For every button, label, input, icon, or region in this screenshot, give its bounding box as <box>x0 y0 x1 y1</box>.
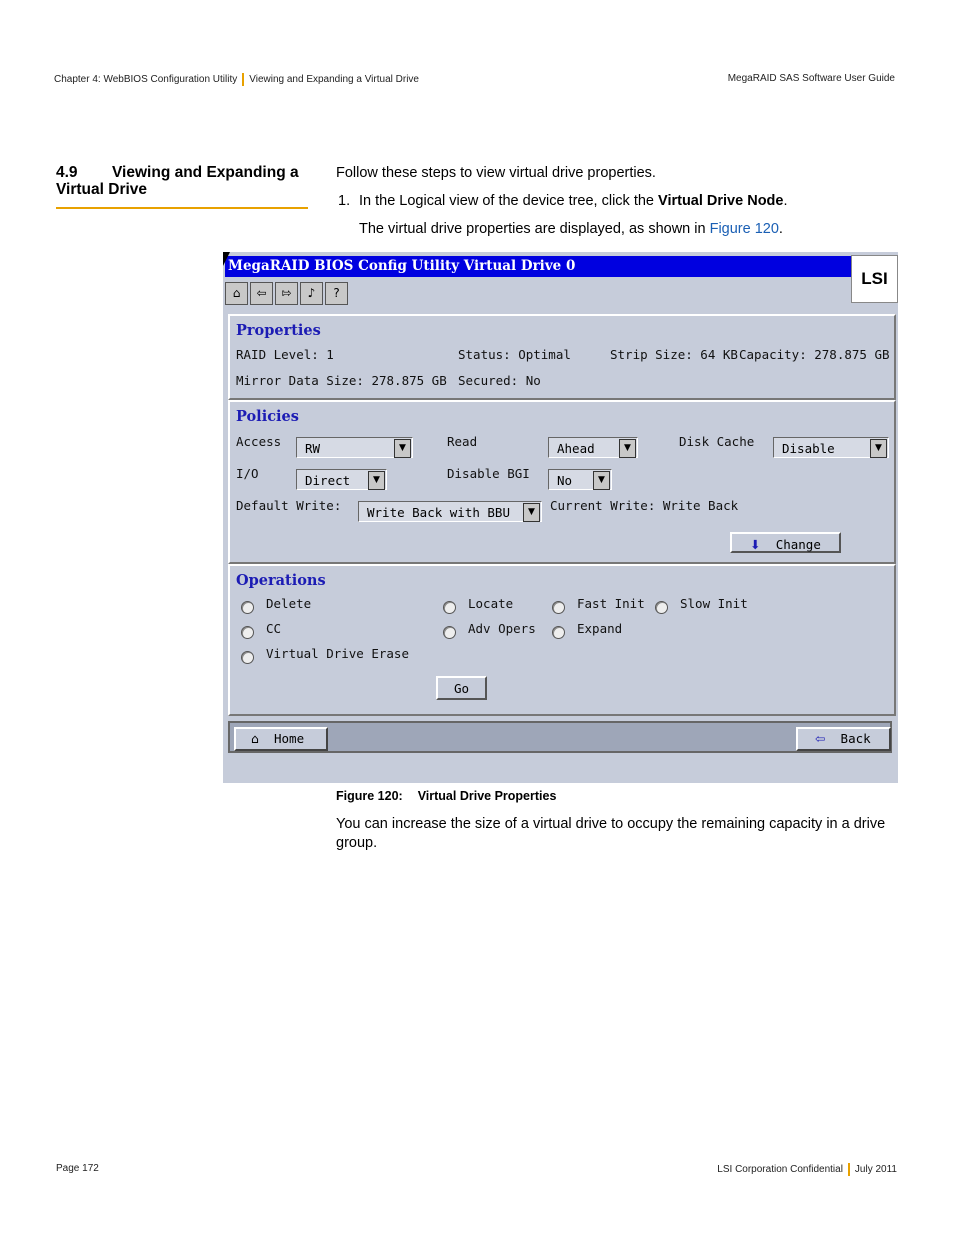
option-expand-label: Expand <box>577 621 623 636</box>
chevron-down-icon: ▼ <box>523 503 540 522</box>
header-separator <box>242 73 244 86</box>
step-number: 1. <box>338 193 351 209</box>
home-icon: ⌂ <box>251 731 259 746</box>
option-delete-label: Delete <box>266 596 312 611</box>
option-virtual-drive-erase-label: Virtual Drive Erase <box>266 646 409 661</box>
speaker-icon[interactable]: ♪ <box>300 282 323 305</box>
step-subtext: The virtual drive properties are displayed, as shown in Figure 120. <box>359 221 783 237</box>
back-arrow-icon[interactable]: ⇦ <box>250 282 273 305</box>
operations-title: Operations <box>236 572 326 589</box>
secured: Secured: No <box>458 373 541 388</box>
radio-fast-init[interactable] <box>552 601 565 614</box>
figure-link[interactable]: Figure 120 <box>709 221 779 237</box>
footer-right: LSI Corporation Confidential July 2011 <box>717 1164 897 1176</box>
radio-adv-opers[interactable] <box>443 626 456 639</box>
default-write-label: Default Write: <box>236 498 342 513</box>
toolbar <box>223 280 843 307</box>
webbios-screenshot <box>223 252 898 783</box>
chevron-down-icon: ▼ <box>619 439 636 458</box>
read-dropdown[interactable]: Ahead ▼ <box>548 437 638 458</box>
raid-level: RAID Level: 1 <box>236 347 334 362</box>
access-dropdown[interactable]: RW ▼ <box>296 437 413 458</box>
closing-paragraph: You can increase the size of a virtual drive to occupy the remaining capacity in a drive group. <box>336 816 886 851</box>
down-arrow-icon: ⬇ <box>750 537 761 552</box>
section-rule <box>56 207 308 209</box>
option-locate-label: Locate <box>468 596 514 611</box>
page-number: Page 172 <box>56 1163 99 1174</box>
access-label: Access <box>236 434 282 449</box>
running-header <box>54 73 419 86</box>
status: Status: Optimal <box>458 347 571 362</box>
disable-bgi-label: Disable BGI <box>447 466 530 481</box>
policies-panel <box>228 400 896 564</box>
step-bold: Virtual Drive Node <box>658 193 784 209</box>
mirror-data-size: Mirror Data Size: 278.875 GB <box>236 373 447 388</box>
option-adv-opers-label: Adv Opers <box>468 621 536 636</box>
capacity: Capacity: 278.875 GB <box>739 347 890 362</box>
section-title: Viewing and Expanding a Virtual Drive <box>56 164 299 198</box>
chevron-down-icon: ▼ <box>394 439 411 458</box>
io-label: I/O <box>236 466 259 481</box>
properties-title: Properties <box>236 322 321 339</box>
radio-slow-init[interactable] <box>655 601 668 614</box>
footer-separator <box>848 1163 850 1176</box>
back-button[interactable]: ⇦ Back <box>796 727 891 751</box>
home-icon[interactable]: ⌂ <box>225 282 248 305</box>
radio-expand[interactable] <box>552 626 565 639</box>
read-label: Read <box>447 434 478 449</box>
policies-title: Policies <box>236 408 299 425</box>
chevron-down-icon: ▼ <box>593 471 610 490</box>
disk-cache-label: Disk Cache <box>679 434 755 449</box>
chevron-down-icon: ▼ <box>368 471 385 490</box>
properties-panel <box>228 314 896 400</box>
io-dropdown[interactable]: Direct ▼ <box>296 469 387 490</box>
window-titlebar: MegaRAID BIOS Config Utility Virtual Drive 0 <box>225 256 853 277</box>
section-number: 4.9 <box>56 164 78 181</box>
mouse-cursor-icon <box>223 252 230 266</box>
option-fast-init-label: Fast Init <box>577 596 645 611</box>
navigation-bar <box>228 721 892 753</box>
disk-cache-dropdown[interactable]: Disable ▼ <box>773 437 889 458</box>
back-arrow-icon: ⇦ <box>815 731 826 746</box>
current-write: Current Write: Write Back <box>550 498 739 513</box>
radio-cc[interactable] <box>241 626 254 639</box>
operations-panel <box>228 564 896 716</box>
radio-virtual-drive-erase[interactable] <box>241 651 254 664</box>
go-button[interactable]: Go <box>436 676 487 700</box>
intro-text: Follow these steps to view virtual drive properties. <box>336 165 656 181</box>
header-section: Viewing and Expanding a Virtual Drive <box>249 74 419 86</box>
home-button[interactable]: ⌂ Home <box>234 727 328 751</box>
radio-delete[interactable] <box>241 601 254 614</box>
chevron-down-icon: ▼ <box>870 439 887 458</box>
disable-bgi-dropdown[interactable]: No ▼ <box>548 469 612 490</box>
figure-caption: Figure 120: Virtual Drive Properties <box>336 789 557 803</box>
option-slow-init-label: Slow Init <box>680 596 748 611</box>
strip-size: Strip Size: 64 KB <box>610 347 738 362</box>
lsi-logo: LSI <box>851 255 898 303</box>
help-icon[interactable]: ? <box>325 282 348 305</box>
step-text: In the Logical view of the device tree, click the Virtual Drive Node. <box>359 193 788 209</box>
header-guide-title: MegaRAID SAS Software User Guide <box>727 73 895 84</box>
option-cc-label: CC <box>266 621 282 636</box>
default-write-dropdown[interactable]: Write Back with BBU ▼ <box>358 501 542 522</box>
radio-locate[interactable] <box>443 601 456 614</box>
header-chapter: Chapter 4: WebBIOS Configuration Utility <box>54 74 238 86</box>
change-button[interactable]: ⬇ Change <box>730 532 841 553</box>
exit-icon[interactable]: ⇰ <box>275 282 298 305</box>
